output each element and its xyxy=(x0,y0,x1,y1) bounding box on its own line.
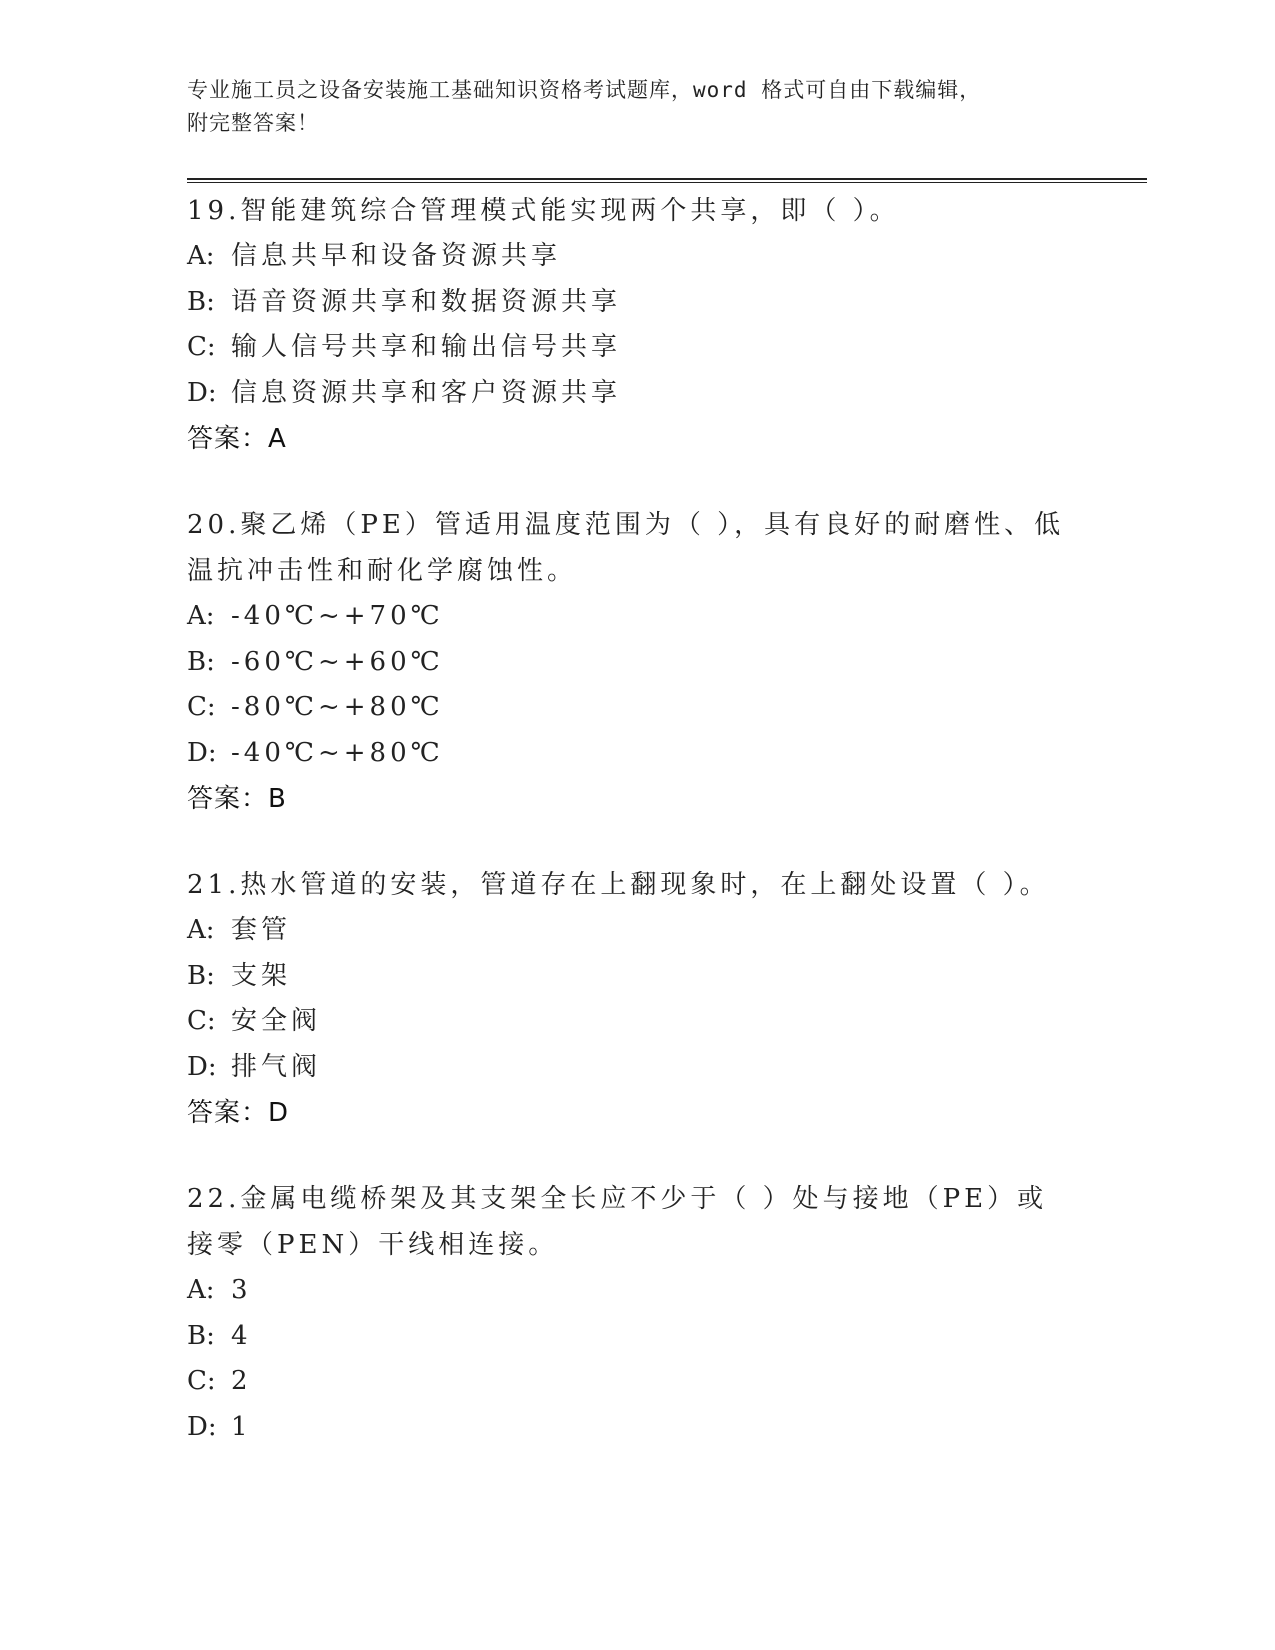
answer-line: 答案：B xyxy=(187,784,287,814)
option-b xyxy=(187,954,1067,1000)
header-divider-thin xyxy=(187,182,1147,183)
option-text: 2 xyxy=(231,1366,252,1396)
option-letter: D: xyxy=(187,737,217,768)
option-a xyxy=(187,234,1067,280)
option-letter: B: xyxy=(187,286,215,317)
header-divider-thick xyxy=(187,178,1147,180)
option-text: -40℃~+70℃ xyxy=(231,601,444,631)
option-letter: A: xyxy=(187,601,215,631)
option-text: 1 xyxy=(231,1411,252,1442)
option-text: -40℃~+80℃ xyxy=(231,737,444,768)
option-letter: B: xyxy=(187,646,215,677)
option-a xyxy=(187,594,1067,640)
option-d xyxy=(187,1405,1067,1451)
question-20 xyxy=(187,502,1067,822)
question-22 xyxy=(187,1176,1067,1450)
option-c xyxy=(187,685,1067,731)
option-letter: C: xyxy=(187,1006,216,1036)
option-letter: A: xyxy=(187,241,215,271)
question-21 xyxy=(187,862,1067,1136)
option-letter: C: xyxy=(187,1366,216,1396)
question-stem: 21.热水管道的安装，管道存在上翻现象时，在上翻处设置（ ）。 xyxy=(187,870,1050,900)
option-c xyxy=(187,325,1067,371)
option-d xyxy=(187,371,1067,417)
option-letter: A: xyxy=(187,1275,215,1305)
question-list xyxy=(187,188,1067,1490)
option-b xyxy=(187,640,1067,686)
question-stem: 22.金属电缆桥架及其支架全长应不少于（ ）处与接地（PE）或接零（PEN）干线相连接。 xyxy=(187,1184,1048,1260)
answer-line: 答案：A xyxy=(187,424,287,454)
option-text: 输人信号共享和输出信号共享 xyxy=(231,332,622,362)
option-text: 信息共早和设备资源共享 xyxy=(231,241,562,271)
option-text: 支架 xyxy=(231,960,292,991)
option-b xyxy=(187,1314,1067,1360)
option-text: 3 xyxy=(231,1275,252,1305)
header-line-2: 附完整答案！ xyxy=(187,111,319,135)
option-letter: D: xyxy=(187,1051,217,1082)
document-header xyxy=(187,74,1067,140)
option-text: 信息资源共享和客户资源共享 xyxy=(231,377,622,408)
option-letter: B: xyxy=(187,960,215,991)
option-a xyxy=(187,908,1067,954)
option-text: -60℃~+60℃ xyxy=(231,646,444,677)
option-c xyxy=(187,999,1067,1045)
option-text: 安全阀 xyxy=(231,1006,322,1036)
question-19 xyxy=(187,188,1067,462)
question-stem: 20.聚乙烯（PE）管适用温度范围为（ ），具有良好的耐磨性、低温抗冲击性和耐化学腐蚀性。 xyxy=(187,510,1065,586)
header-line-1: 专业施工员之设备安装施工基础知识资格考试题库，word 格式可自由下载编辑， xyxy=(187,78,982,102)
option-text: -80℃~+80℃ xyxy=(231,692,444,722)
option-letter: D: xyxy=(187,377,217,408)
question-stem: 19.智能建筑综合管理模式能实现两个共享，即（ ）。 xyxy=(187,196,900,226)
option-letter: B: xyxy=(187,1320,215,1351)
option-a xyxy=(187,1268,1067,1314)
option-d xyxy=(187,1045,1067,1091)
option-c xyxy=(187,1359,1067,1405)
option-letter: C: xyxy=(187,692,216,722)
option-text: 语音资源共享和数据资源共享 xyxy=(231,286,622,317)
option-letter: A: xyxy=(187,915,215,945)
option-text: 套管 xyxy=(231,915,292,945)
answer-line: 答案：D xyxy=(187,1098,290,1128)
option-d xyxy=(187,731,1067,777)
option-letter: C: xyxy=(187,332,216,362)
option-text: 排气阀 xyxy=(231,1051,322,1082)
option-b xyxy=(187,280,1067,326)
option-letter: D: xyxy=(187,1411,217,1442)
option-text: 4 xyxy=(231,1320,252,1351)
